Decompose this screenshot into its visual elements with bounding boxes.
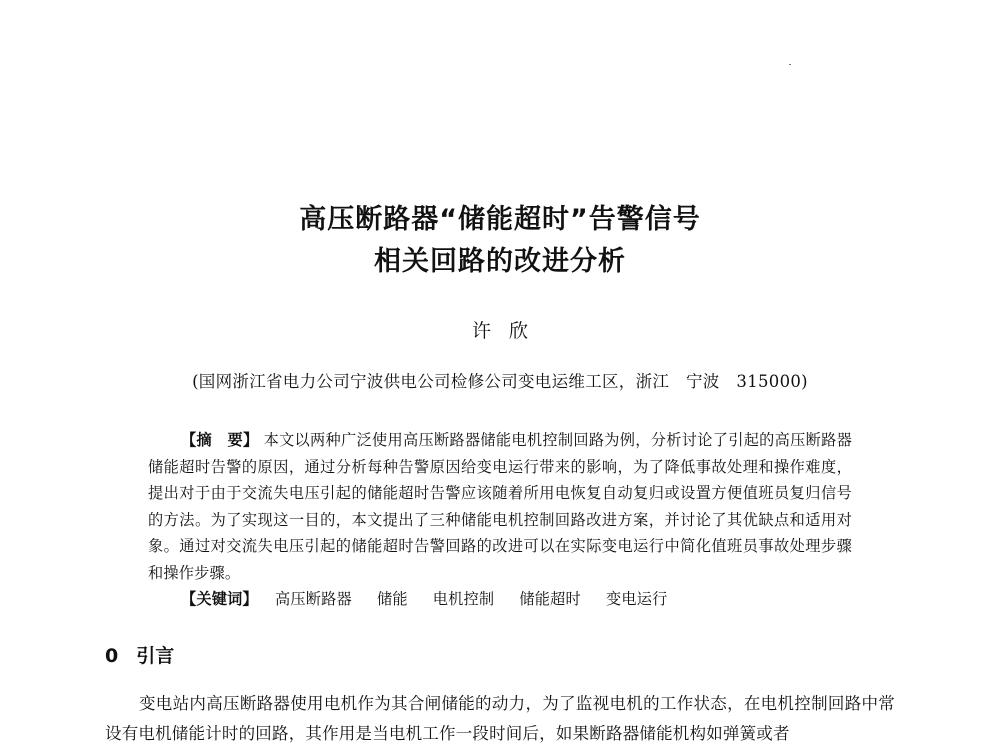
abstract-text: 本文以两种广泛使用高压断路器储能电机控制回路为例，分析讨论了引起的高压断路器储能超时告警的原因，通过分析每种告警原因给变电运行带来的影响，为了降低事故处理和操作难度，提出对于由于交流失电压引起的储能超时告警应该随着所用电恢复自动复归或设置方便值班员复归信号的方法。为了实现这一目的，本文提出了三种储能电机控制回路改进方案，并讨论了其优缺点和适用对象。通过对交流失电压引起的储能超时告警回路的改进可以在实际变电运行中简化值班员事故处理步骤和操作步骤。: [148, 431, 853, 582]
paper-title-line-2: 相关回路的改进分析: [374, 246, 626, 277]
abstract: [148, 427, 852, 587]
keyword-item: 高压断路器: [274, 590, 352, 608]
section-title: 引言: [136, 645, 175, 667]
keyword-item: 电机控制: [432, 590, 495, 608]
section-heading: [105, 641, 174, 668]
section-number: 0: [105, 645, 119, 667]
keywords-label: 【关键词】: [181, 590, 258, 608]
author-name: 许欣: [471, 320, 546, 342]
keyword-item: 变电运行: [605, 590, 668, 608]
keywords: [181, 588, 688, 609]
intro-paragraph: 变电站内高压断路器使用电机作为其合闸储能的动力，为了监视电机的工作状态，在电机控制回路中常设有电机储能计时的回路，其作用是当电机工作一段时间后，如果断路器储能机构如弹簧或者: [105, 694, 895, 743]
scan-speck: [789, 64, 791, 65]
author-affiliation: (国网浙江省电力公司宁波供电公司检修公司变电运维工区，浙江 宁波 315000): [192, 372, 808, 391]
abstract-label: 【摘 要】: [181, 431, 259, 449]
paper-title-line-1: 高压断路器“储能超时”告警信号: [299, 204, 701, 235]
keyword-item: 储能超时: [519, 590, 581, 608]
keyword-item: 储能: [376, 590, 408, 608]
